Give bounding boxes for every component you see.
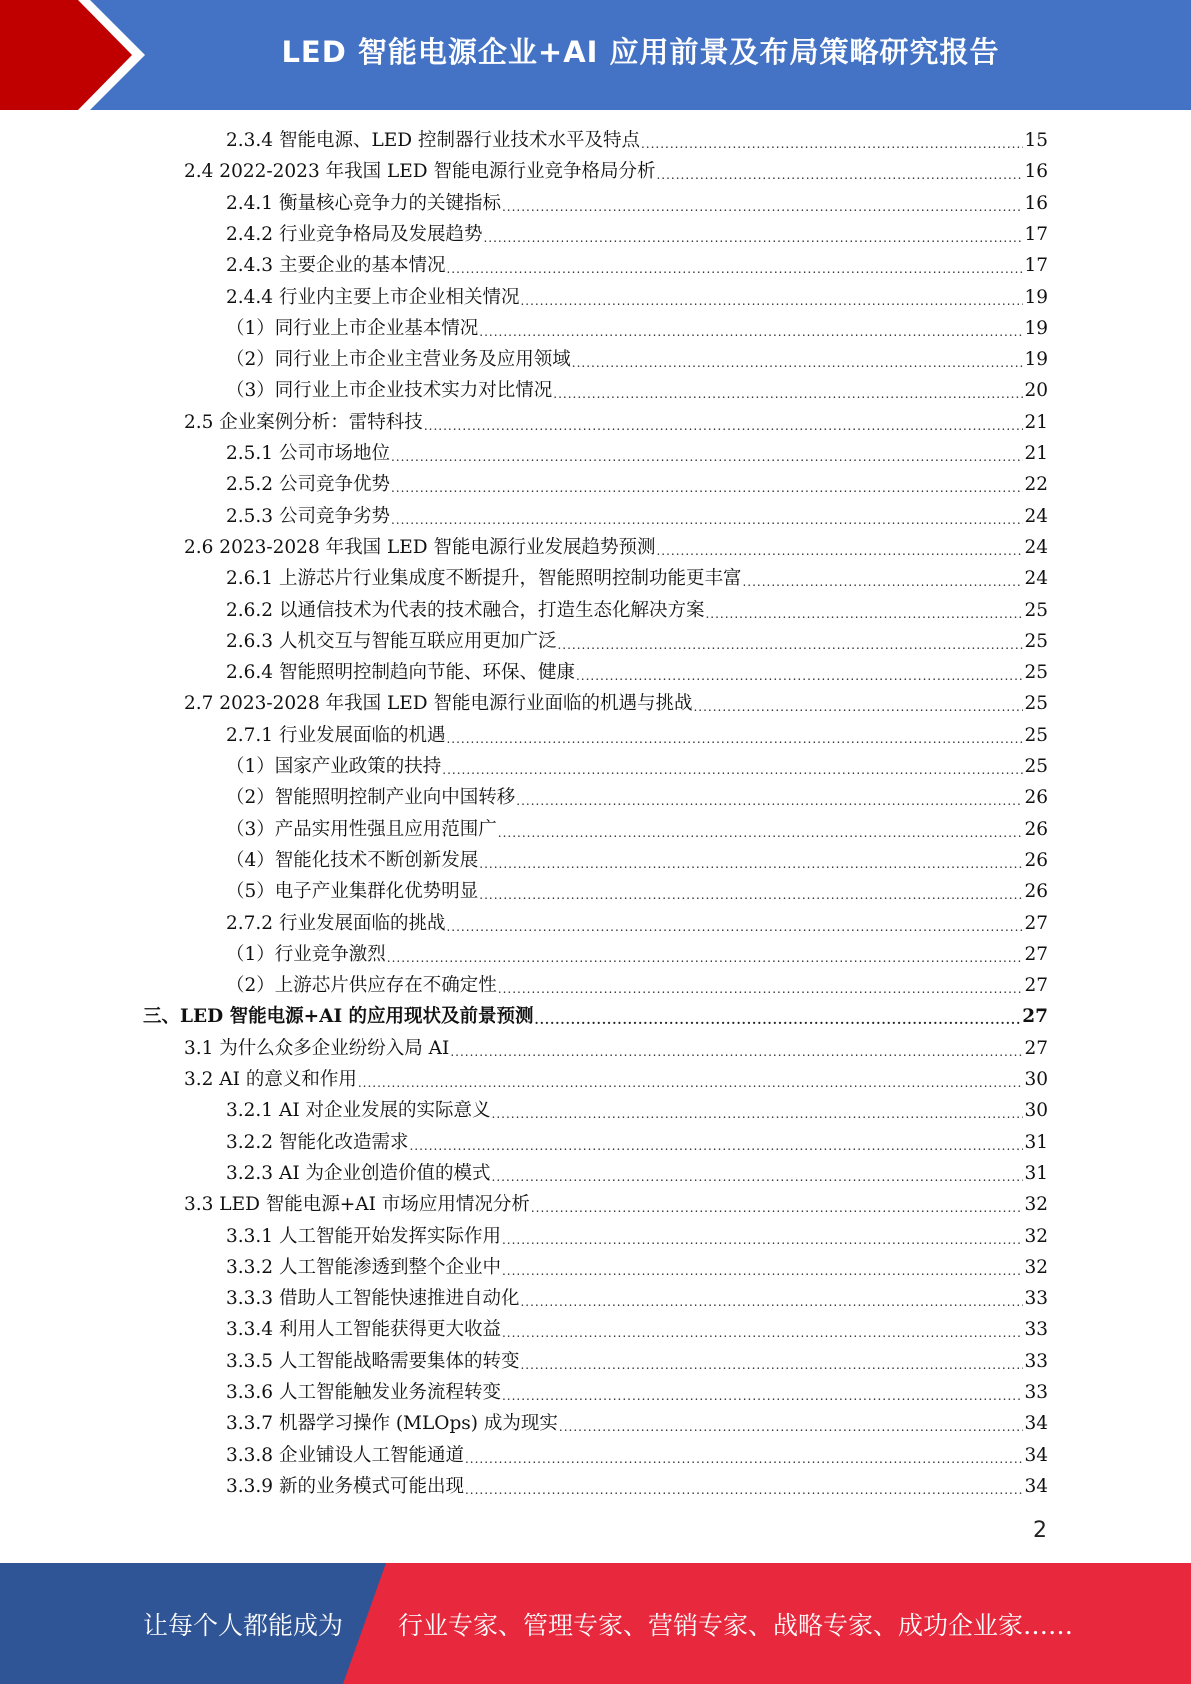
- toc-entry[interactable]: [226, 222, 1048, 248]
- toc-entry-page: 25: [1024, 693, 1048, 715]
- toc-entry[interactable]: [226, 973, 1048, 999]
- toc-entry-title: 3.3.4 利用人工智能获得更大收益: [226, 1319, 501, 1341]
- toc-leader-dots: [483, 228, 1023, 248]
- toc-leader-dots: [742, 572, 1023, 592]
- toc-entry-title: （2）智能照明控制产业向中国转移: [226, 787, 516, 809]
- toc-entry-page: 32: [1024, 1225, 1048, 1247]
- toc-entry-page: 26: [1024, 881, 1048, 903]
- toc-leader-dots: [516, 791, 1023, 811]
- toc-entry-title: （4）智能化技术不断创新发展: [226, 849, 479, 871]
- toc-leader-dots: [492, 1167, 1024, 1187]
- toc-entry-page: 25: [1024, 662, 1048, 684]
- toc-entry-page: 27: [1022, 1006, 1048, 1028]
- toc-entry[interactable]: [184, 410, 1048, 436]
- toc-entry-title: （2）同行业上市企业主营业务及应用领域: [226, 349, 571, 371]
- toc-entry-page: 15: [1024, 130, 1048, 151]
- toc-entry[interactable]: [226, 942, 1048, 968]
- toc-entry[interactable]: [226, 723, 1048, 749]
- toc-leader-dots: [553, 384, 1023, 404]
- toc-entry[interactable]: [226, 848, 1048, 874]
- toc-entry[interactable]: [226, 1286, 1048, 1312]
- toc-entry[interactable]: [226, 1443, 1048, 1469]
- report-title: LED 智能电源企业+AI 应用前景及布局策略研究报告: [281, 34, 1000, 69]
- toc-entry[interactable]: [226, 441, 1048, 467]
- toc-entry-title: 3.3.6 人工智能触发业务流程转变: [226, 1382, 501, 1403]
- toc-entry[interactable]: [184, 159, 1048, 185]
- toc-entry-title: （3）同行业上市企业技术实力对比情况: [226, 380, 553, 402]
- toc-entry[interactable]: [184, 1067, 1048, 1093]
- toc-entry-title: 2.6.2 以通信技术为代表的技术融合，打造生态化解决方案: [226, 599, 705, 621]
- toc-entry-page: 27: [1024, 1037, 1048, 1059]
- toc-entry-title: （5）电子产业集群化优势明显: [226, 881, 479, 903]
- toc-entry[interactable]: [226, 191, 1048, 217]
- toc-entry-title: 3.3.2 人工智能渗透到整个企业中: [226, 1256, 501, 1278]
- toc-leader-dots: [520, 1292, 1023, 1312]
- toc-entry-title: 2.4.1 衡量核心竞争力的关键指标: [226, 192, 501, 214]
- toc-entry[interactable]: [226, 817, 1048, 843]
- toc-entry-title: 2.6 2023-2028 年我国 LED 智能电源行业发展趋势预测: [184, 536, 656, 558]
- toc-entry-page: 34: [1024, 1413, 1048, 1435]
- toc-entry-title: 2.7 2023-2028 年我国 LED 智能电源行业面临的机遇与挑战: [184, 693, 693, 715]
- toc-entry[interactable]: [226, 660, 1048, 686]
- toc-entry-page: 27: [1024, 943, 1048, 965]
- toc-entry-title: 3.2.1 AI 对企业发展的实际意义: [226, 1100, 491, 1122]
- toc-entry-title: 2.4 2022-2023 年我国 LED 智能电源行业竞争格局分析: [184, 161, 656, 183]
- toc-leader-dots: [502, 1261, 1023, 1281]
- toc-entry-page: 19: [1024, 286, 1048, 308]
- toc-entry[interactable]: [226, 1411, 1048, 1437]
- toc-entry-title: 2.4.2 行业竞争格局及发展趋势: [226, 223, 483, 245]
- toc-leader-dots: [492, 1104, 1024, 1124]
- toc-entry-page: 32: [1024, 1256, 1048, 1278]
- toc-leader-dots: [520, 291, 1023, 311]
- toc-leader-dots: [391, 478, 1023, 498]
- toc-leader-dots: [502, 1323, 1023, 1343]
- toc-entry-page: 34: [1024, 1444, 1048, 1466]
- toc-entry[interactable]: [226, 316, 1048, 342]
- toc-entry-title: 3.3.3 借助人工智能快速推进自动化: [226, 1288, 520, 1310]
- toc-entry-title: 2.7.1 行业发展面临的机遇: [226, 724, 446, 746]
- toc-entry-title: 3.2.3 AI 为企业创造价值的模式: [226, 1162, 491, 1184]
- toc-entry[interactable]: [226, 754, 1048, 780]
- toc-entry-title: 3.3.7 机器学习操作 (MLOps) 成为现实: [226, 1413, 558, 1435]
- toc-leader-dots: [479, 854, 1023, 874]
- toc-entry[interactable]: [226, 1255, 1048, 1281]
- toc-entry-title: 2.4.3 主要企业的基本情况: [226, 255, 446, 277]
- toc-entry[interactable]: [226, 1349, 1048, 1375]
- toc-entry-page: 26: [1024, 849, 1048, 871]
- page-number: 2: [1033, 1518, 1047, 1543]
- toc-entry-title: 3.2 AI 的意义和作用: [184, 1069, 357, 1090]
- toc-leader-dots: [656, 165, 1023, 185]
- toc-leader-dots: [498, 979, 1024, 999]
- toc-entry-title: 2.6.1 上游芯片行业集成度不断提升，智能照明控制功能更丰富: [226, 568, 742, 590]
- toc-entry[interactable]: [184, 1192, 1048, 1218]
- toc-entry[interactable]: [226, 1161, 1048, 1187]
- toc-entry[interactable]: [226, 285, 1048, 311]
- toc-leader-dots: [387, 948, 1024, 968]
- toc-leader-dots: [465, 1449, 1023, 1469]
- toc-entry-page: 22: [1024, 474, 1048, 496]
- toc-entry[interactable]: [226, 347, 1048, 373]
- toc-leader-dots: [446, 917, 1023, 937]
- toc-entry-page: 17: [1024, 255, 1048, 277]
- toc-entry-page: 33: [1024, 1288, 1048, 1310]
- toc-entry-title: （1）国家产业政策的扶持: [226, 756, 442, 777]
- toc-entry[interactable]: [184, 691, 1048, 717]
- toc-entry-page: 20: [1024, 380, 1048, 402]
- toc-entry-page: 24: [1024, 536, 1048, 558]
- toc-leader-dots: [479, 322, 1023, 342]
- toc-entry-title: 3.3.9 新的业务模式可能出现: [226, 1475, 464, 1497]
- toc-entry-page: 16: [1024, 192, 1048, 214]
- toc-entry-page: 24: [1024, 505, 1048, 527]
- toc-entry-page: 25: [1024, 630, 1048, 652]
- toc-entry[interactable]: [226, 1224, 1048, 1250]
- toc-entry-page: 25: [1024, 756, 1048, 777]
- toc-entry-page: 33: [1024, 1350, 1048, 1372]
- toc-entry-page: 26: [1024, 818, 1048, 840]
- toc-leader-dots: [502, 1230, 1023, 1250]
- toc-entry[interactable]: [226, 1130, 1048, 1156]
- toc-entry[interactable]: [184, 1036, 1048, 1062]
- toc-leader-dots: [391, 447, 1023, 467]
- toc-entry-title: 2.7.2 行业发展面临的挑战: [226, 912, 446, 934]
- toc-entry-page: 24: [1024, 568, 1048, 590]
- toc-leader-dots: [409, 1136, 1023, 1156]
- toc-leader-dots: [705, 604, 1023, 624]
- toc-entry[interactable]: [226, 504, 1048, 530]
- toc-entry[interactable]: [184, 535, 1048, 561]
- footer-slogan-right: 行业专家、管理专家、营销专家、战略专家、成功企业家……: [398, 1610, 1074, 1640]
- toc-entry[interactable]: [143, 1004, 1048, 1030]
- page-footer: [0, 1563, 1191, 1684]
- toc-entry-title: 2.5.3 公司竞争劣势: [226, 505, 390, 527]
- toc-entry-title: 3.3.1 人工智能开始发挥实际作用: [226, 1225, 501, 1247]
- toc-entry-title: 2.5.2 公司竞争优势: [226, 474, 390, 496]
- toc-entry[interactable]: [226, 785, 1048, 811]
- toc-leader-dots: [693, 697, 1023, 717]
- footer-slogan-left: 让每个人都能成为: [143, 1610, 344, 1640]
- toc-leader-dots: [576, 666, 1023, 686]
- toc-leader-dots: [450, 1042, 1023, 1062]
- toc-leader-dots: [531, 1198, 1024, 1218]
- toc-entry-page: 19: [1024, 317, 1048, 339]
- toc-leader-dots: [535, 1010, 1022, 1030]
- toc-entry-page: 30: [1024, 1100, 1048, 1122]
- toc-entry[interactable]: [226, 378, 1048, 404]
- toc-entry-page: 21: [1024, 443, 1048, 464]
- toc-entry-page: 27: [1024, 975, 1048, 997]
- toc-leader-dots: [559, 1417, 1024, 1437]
- toc-entry-title: 2.5 企业案例分析：雷特科技: [184, 411, 423, 433]
- toc-entry-title: 3.1 为什么众多企业纷纷入局 AI: [184, 1037, 450, 1059]
- toc-leader-dots: [446, 259, 1023, 279]
- toc-entry-title: （2）上游芯片供应存在不确定性: [226, 975, 497, 997]
- header-arrow-decoration: [0, 0, 160, 110]
- toc-entry-page: 21: [1024, 411, 1048, 433]
- toc-entry-page: 27: [1024, 912, 1048, 934]
- toc-entry[interactable]: [226, 1474, 1048, 1500]
- toc-entry[interactable]: [226, 1317, 1048, 1343]
- toc-entry-page: 33: [1024, 1319, 1048, 1341]
- toc-entry-title: 2.6.4 智能照明控制趋向节能、环保、健康: [226, 662, 575, 684]
- toc-entry-title: 3.3 LED 智能电源+AI 市场应用情况分析: [184, 1194, 530, 1216]
- toc-leader-dots: [572, 353, 1024, 373]
- toc-entry-title: （1）同行业上市企业基本情况: [226, 317, 479, 339]
- page-header: [0, 0, 1191, 110]
- toc-entry-title: 3.2.2 智能化改造需求: [226, 1131, 409, 1153]
- toc-entry-page: 25: [1024, 599, 1048, 621]
- toc-leader-dots: [479, 885, 1023, 905]
- toc-leader-dots: [446, 729, 1023, 749]
- toc-entry[interactable]: [226, 629, 1048, 655]
- toc-entry[interactable]: [226, 1098, 1048, 1124]
- toc-entry-title: 2.6.3 人机交互与智能互联应用更加广泛: [226, 630, 557, 652]
- toc-entry-title: 2.4.4 行业内主要上市企业相关情况: [226, 286, 520, 308]
- toc-entry[interactable]: [226, 253, 1048, 279]
- toc-entry-page: 25: [1024, 724, 1048, 746]
- toc-entry-page: 17: [1024, 223, 1048, 245]
- toc-entry-title: （3）产品实用性强且应用范围广: [226, 818, 497, 840]
- toc-entry[interactable]: [226, 472, 1048, 498]
- toc-entry-page: 32: [1024, 1194, 1048, 1216]
- toc-leader-dots: [391, 510, 1023, 530]
- toc-leader-dots: [502, 197, 1023, 217]
- toc-leader-dots: [442, 760, 1023, 780]
- toc-entry[interactable]: [226, 879, 1048, 905]
- toc-entry-page: 33: [1024, 1382, 1048, 1403]
- toc-entry[interactable]: [226, 598, 1048, 624]
- toc-leader-dots: [641, 134, 1023, 154]
- toc-entry-title: 2.3.4 智能电源、LED 控制器行业技术水平及特点: [226, 130, 640, 151]
- toc-leader-dots: [498, 823, 1024, 843]
- toc-entry-page: 34: [1024, 1475, 1048, 1497]
- toc-entry-title: 3.3.8 企业铺设人工智能通道: [226, 1444, 464, 1466]
- toc-leader-dots: [557, 635, 1023, 655]
- toc-leader-dots: [358, 1073, 1024, 1093]
- toc-entry-page: 16: [1024, 161, 1048, 183]
- toc-entry[interactable]: [226, 566, 1048, 592]
- toc-entry-title: 3.3.5 人工智能战略需要集体的转变: [226, 1350, 520, 1372]
- toc-leader-dots: [465, 1480, 1023, 1500]
- toc-entry-page: 31: [1024, 1162, 1048, 1184]
- toc-leader-dots: [502, 1386, 1023, 1406]
- toc-entry-page: 19: [1024, 349, 1048, 371]
- toc-entry[interactable]: [226, 1380, 1048, 1406]
- toc-leader-dots: [656, 541, 1023, 561]
- toc-leader-dots: [424, 416, 1024, 436]
- toc-entry-title: 2.5.1 公司市场地位: [226, 443, 390, 464]
- toc-entry-title: 三、LED 智能电源+AI 的应用现状及前景预测: [143, 1006, 534, 1028]
- toc-entry[interactable]: [226, 128, 1048, 154]
- toc-entry[interactable]: [226, 911, 1048, 937]
- toc-entry-title: （1）行业竞争激烈: [226, 943, 386, 965]
- toc-entry-page: 31: [1024, 1131, 1048, 1153]
- toc-entry-page: 26: [1024, 787, 1048, 809]
- toc-entry-page: 30: [1024, 1069, 1048, 1090]
- toc-leader-dots: [520, 1355, 1023, 1375]
